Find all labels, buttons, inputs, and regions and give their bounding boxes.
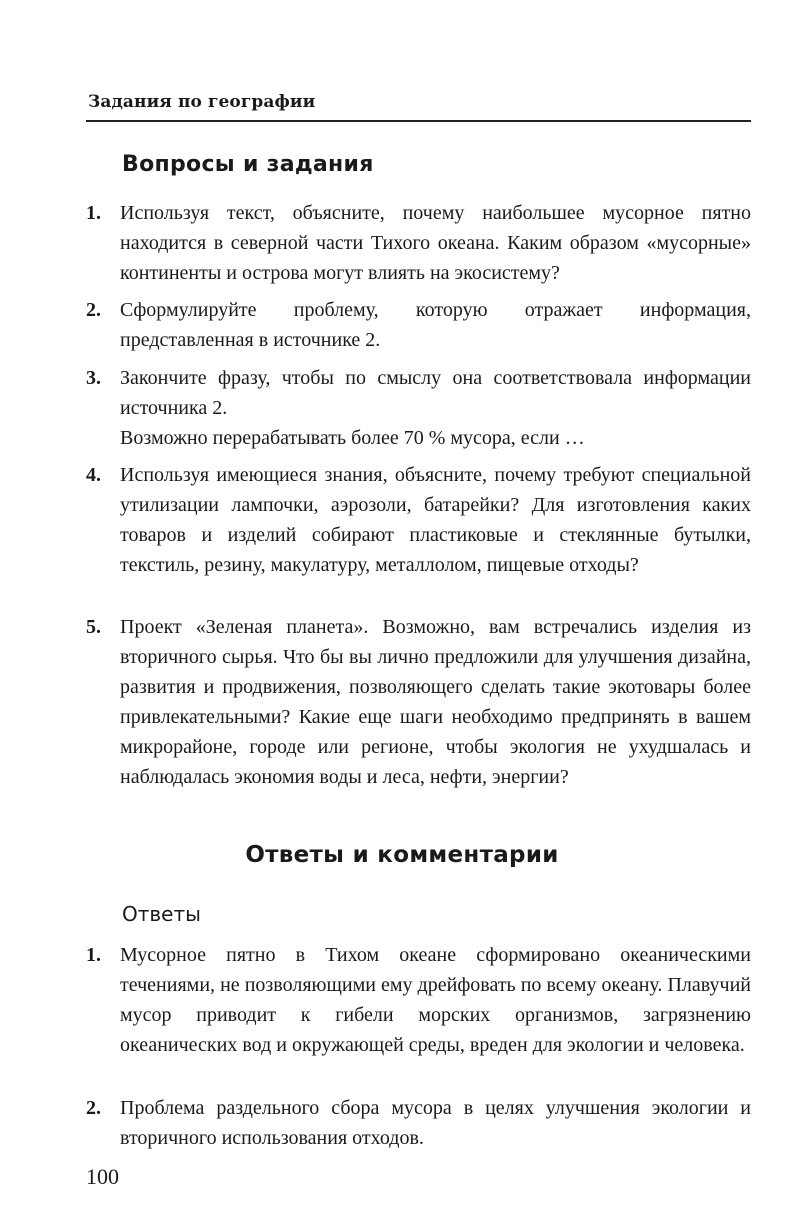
item-paragraph: Закончите фразу, чтобы по смыслу она соответствовала информации источника 2. — [120, 367, 751, 419]
item-text — [120, 460, 751, 580]
item-text — [120, 940, 751, 1060]
item-number: 2. — [86, 299, 101, 321]
item-text — [120, 612, 751, 792]
header-rule — [86, 120, 751, 122]
item-paragraph: Мусорное пятно в Тихом океане сформировано океаническими течениями, не позволяющими ему дрейфовать по всему океану. Плавучий мусор приводит к гибели морских организмов, загрязнению океанических вод и окружающей среды, вреден для экологии и человека. — [120, 944, 751, 1056]
item-text — [120, 1093, 751, 1153]
item-paragraph: Проблема раздельного сбора мусора в целях улучшения экологии и вторичного использования отходов. — [120, 1097, 751, 1149]
item-number: 1. — [86, 202, 101, 224]
item-number: 3. — [86, 367, 101, 389]
item-number: 2. — [86, 1097, 101, 1119]
question-item-2 — [86, 295, 751, 355]
item-paragraph: Возможно перерабатывать более 70 % мусора, если … — [120, 427, 585, 449]
item-number: 4. — [86, 464, 101, 486]
section-title-answers: Ответы и комментарии — [245, 842, 559, 868]
answer-item-2 — [86, 1093, 751, 1153]
item-paragraph: Используя имеющиеся знания, объясните, почему требуют специальной утилизации лампочки, аэрозоли, батарейки? Для изготовления каких товаров и изделий собирают пластиковые и стеклянные бутылки, текстиль, резину, макулатуру, металлолом, пищевые отходы? — [120, 464, 751, 576]
question-item-1 — [86, 198, 751, 288]
item-paragraph: Используя текст, объясните, почему наибольшее мусорное пятно находится в северной части Тихого океана. Каким образом «мусорные» континенты и острова могут влиять на экосистему? — [120, 202, 751, 284]
item-number: 1. — [86, 944, 101, 966]
item-number: 5. — [86, 616, 101, 638]
item-text — [120, 363, 751, 453]
question-item-4 — [86, 460, 751, 580]
answers-subtitle: Ответы — [122, 902, 201, 926]
section-title-questions: Вопросы и задания — [122, 152, 374, 177]
question-item-5 — [86, 612, 751, 792]
answer-item-1 — [86, 940, 751, 1060]
page-number: 100 — [86, 1164, 119, 1189]
item-paragraph: Проект «Зеленая планета». Возможно, вам встречались изделия из вторичного сырья. Что бы вы лично предложили для улучшения дизайна, развития и продвижения, позволяющего сделать такие экотовары более привлекательными? Какие еще шаги необходимо предпринять в вашем микрорайоне, городе или регионе, чтобы экология не ухудшалась и наблюдалась экономия воды и леса, нефти, энергии? — [120, 616, 751, 788]
item-text — [120, 198, 751, 288]
running-head: Задания по географии — [88, 92, 316, 112]
item-paragraph: Сформулируйте проблему, которую отражает информация, представленная в источнике 2. — [120, 299, 751, 351]
question-item-3 — [86, 363, 751, 453]
item-text — [120, 295, 751, 355]
